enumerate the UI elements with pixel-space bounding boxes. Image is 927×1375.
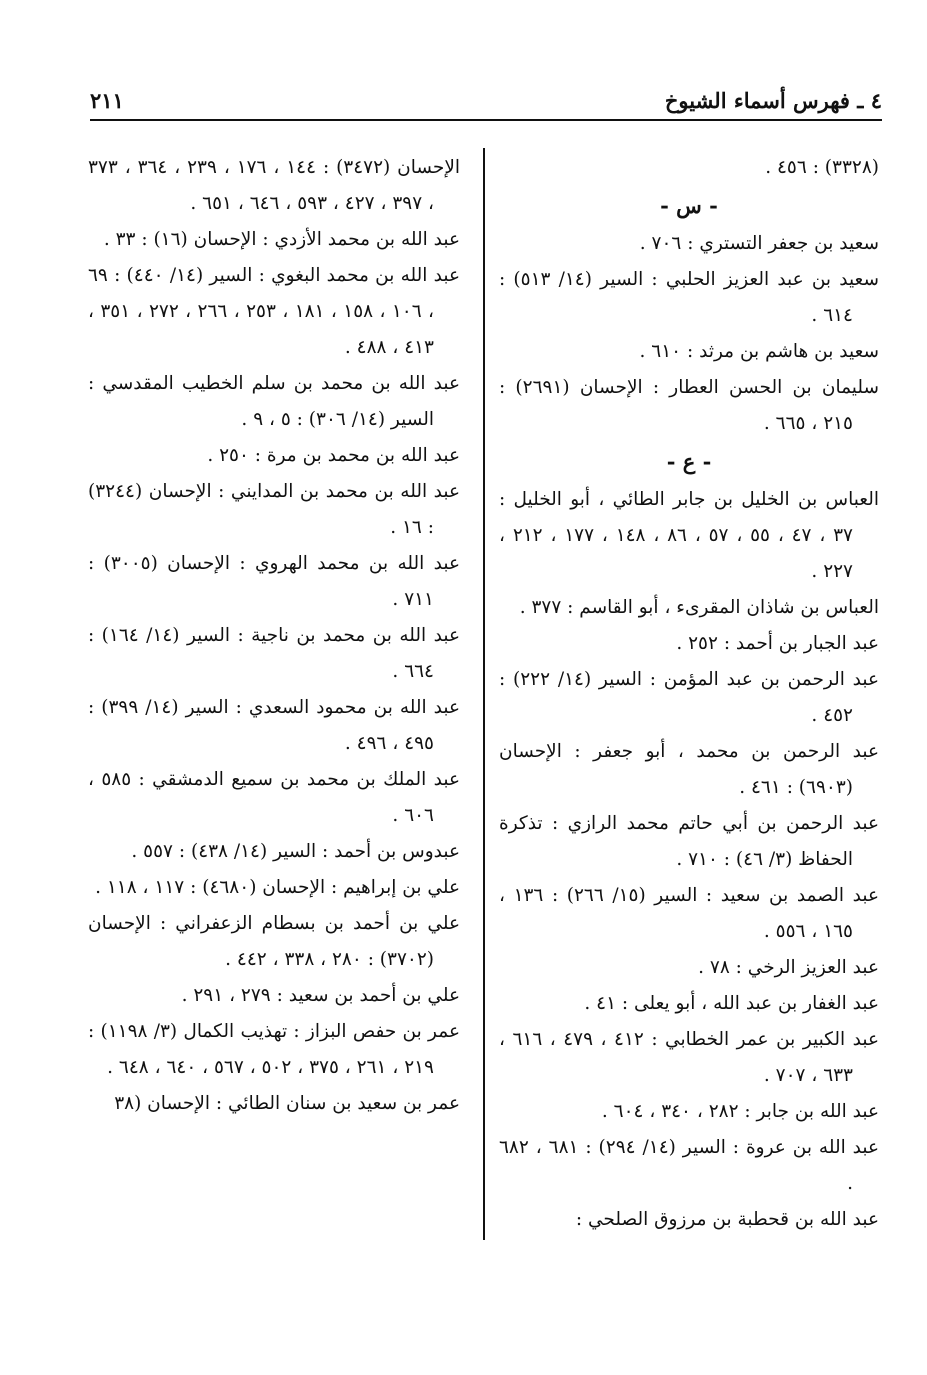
index-entry: عبد الله بن عروة : السير (١٤/ ٢٩٤) : ٦٨١ ، ٦٨٢ . bbox=[499, 1137, 879, 1194]
index-entry: علي بن أحمد بن سعيد : ٢٧٩ ، ٢٩١ . bbox=[181, 985, 460, 1006]
index-entry: سعيد بن هاشم بن مرثد : ٦١٠ . bbox=[639, 341, 879, 362]
index-entry: عمر بن سعيد بن سنان الطائي : الإحسان (٣٨ bbox=[114, 1093, 460, 1114]
index-entry: (٣٣٢٨) : ٤٥٦ . bbox=[765, 157, 879, 178]
index-entry: عبد الصمد بن سعيد : السير (١٥/ ٢٦٦) : ١٣٦ ، ١٦٥ ، ٥٥٦ . bbox=[499, 885, 879, 942]
index-entry: عبد الله بن محمد بن المدايني : الإحسان (٣٢٤٤) : ١٦ . bbox=[88, 481, 460, 538]
index-entry: الإحسان (٣٤٧٢) : ١٤٤ ، ١٧٦ ، ٢٣٩ ، ٣٦٤ ، ٣٧٣ ، ٣٩٧ ، ٤٢٧ ، ٥٩٣ ، ٦٤٦ ، ٦٥١ . bbox=[88, 157, 461, 214]
index-entry: عبد الله بن محمود السعدي : السير (١٤/ ٣٩٩) : ٤٩٥ ، ٤٩٦ . bbox=[88, 697, 460, 754]
section-letter: - ع - bbox=[666, 449, 712, 474]
index-entry: علي بن أحمد بن بسطام الزعفراني : الإحسان (٣٧٠٢) : ٢٨٠ ، ٣٣٨ ، ٤٤٢ . bbox=[88, 913, 460, 970]
index-entry: عبد الله بن محمد الأزدي : الإحسان (١٦) : ٣٣ . bbox=[103, 229, 460, 250]
index-entry: عبد الرحمن بن عبد المؤمن : السير (١٤/ ٢٢٢) : ٤٥٢ . bbox=[499, 669, 879, 726]
page-header bbox=[90, 88, 882, 118]
index-entry: عبد الرحمن بن محمد ، أبو جعفر : الإحسان (٦٩٠٣) : ٤٦١ . bbox=[499, 741, 879, 798]
index-entry: عبد الله بن محمد بن مرة : ٢٥٠ . bbox=[207, 445, 460, 466]
index-entry: عبد الملك بن محمد بن سميع الدمشقي : ٥٨٥ ، ٦٠٦ . bbox=[88, 769, 460, 826]
index-entry: سعيد بن جعفر التستري : ٧٠٦ . bbox=[639, 233, 879, 254]
index-entry: عبد الله بن محمد بن ناجية : السير (١٤/ ١٦٤) : ٦٦٤ . bbox=[88, 625, 460, 682]
index-entry: عبد الله بن جابر : ٢٨٢ ، ٣٤٠ ، ٦٠٤ . bbox=[601, 1101, 879, 1122]
index-entry: عبد الغفار بن عبد الله ، أبو يعلى : ٤١ . bbox=[584, 993, 879, 1014]
index-entry: العباس بن الخليل بن جابر الطائي ، أبو الخليل : ٣٧ ، ٤٧ ، ٥٥ ، ٥٧ ، ٨٦ ، ١٤٨ ، ١٧٧ ، ٢١٢ ، ٢٢٧ . bbox=[499, 489, 879, 582]
index-entry: عبد الجبار بن أحمد : ٢٥٢ . bbox=[676, 633, 879, 654]
index-entry: العباس بن شاذان المقرىء ، أبو القاسم : ٣٧٧ . bbox=[519, 597, 879, 618]
running-title: ٤ ـ فهرس أسماء الشيوخ bbox=[664, 88, 882, 113]
index-entry: عبدوس بن أحمد : السير (١٤/ ٤٣٨) : ٥٥٧ . bbox=[131, 841, 460, 862]
index-entry: عمر بن حفص البزاز : تهذيب الكمال (٣/ ١١٩٨) : ٢١٩ ، ٢٦١ ، ٣٧٥ ، ٥٠٢ ، ٥٦٧ ، ٦٤٠ ، ٦٤٨ . bbox=[88, 1021, 460, 1078]
index-entry: عبد الله بن محمد الهروي : الإحسان (٣٠٠٥) : ٧١١ . bbox=[88, 553, 460, 610]
index-entry: عبد الله بن محمد البغوي : السير (١٤/ ٤٤٠) : ٦٩ ، ١٠٦ ، ١٥٨ ، ١٨١ ، ٢٥٣ ، ٢٦٦ ، ٢٧٢ ، ٣٥١ ، ٤١٣ ، ٤٨٨ . bbox=[88, 265, 460, 358]
left-column bbox=[88, 150, 460, 1122]
page-number: ٢١١ bbox=[90, 88, 124, 113]
index-entry: سعيد بن عبد العزيز الحلبي : السير (١٤/ ٥١٣) : ٦١٤ . bbox=[499, 269, 879, 326]
index-entry: عبد الله بن قحطبة بن مرزوق الصلحي : bbox=[575, 1209, 879, 1230]
right-column bbox=[499, 150, 879, 1238]
header-rule bbox=[90, 119, 882, 121]
index-entry: علي بن إبراهيم : الإحسان (٤٦٨٠) : ١١٧ ، ١١٨ . bbox=[95, 877, 460, 898]
index-entry: عبد الكبير بن عمر الخطابي : ٤١٢ ، ٤٧٩ ، ٦١٦ ، ٦٣٣ ، ٧٠٧ . bbox=[499, 1029, 880, 1086]
index-entry: عبد الرحمن بن أبي حاتم محمد الرازي : تذكرة الحفاظ (٣/ ٤٦) : ٧١٠ . bbox=[499, 813, 879, 870]
index-entry: عبد العزيز الرخي : ٧٨ . bbox=[698, 957, 879, 978]
index-entry: عبد الله بن محمد بن سلم الخطيب المقدسي : السير (١٤/ ٣٠٦) : ٥ ، ٩ . bbox=[88, 373, 460, 430]
section-letter: - س - bbox=[660, 193, 718, 218]
column-divider bbox=[483, 148, 485, 1240]
index-entry: سليمان بن الحسن العطار : الإحسان (٢٦٩١) : ٢١٥ ، ٦٦٥ . bbox=[499, 377, 879, 434]
